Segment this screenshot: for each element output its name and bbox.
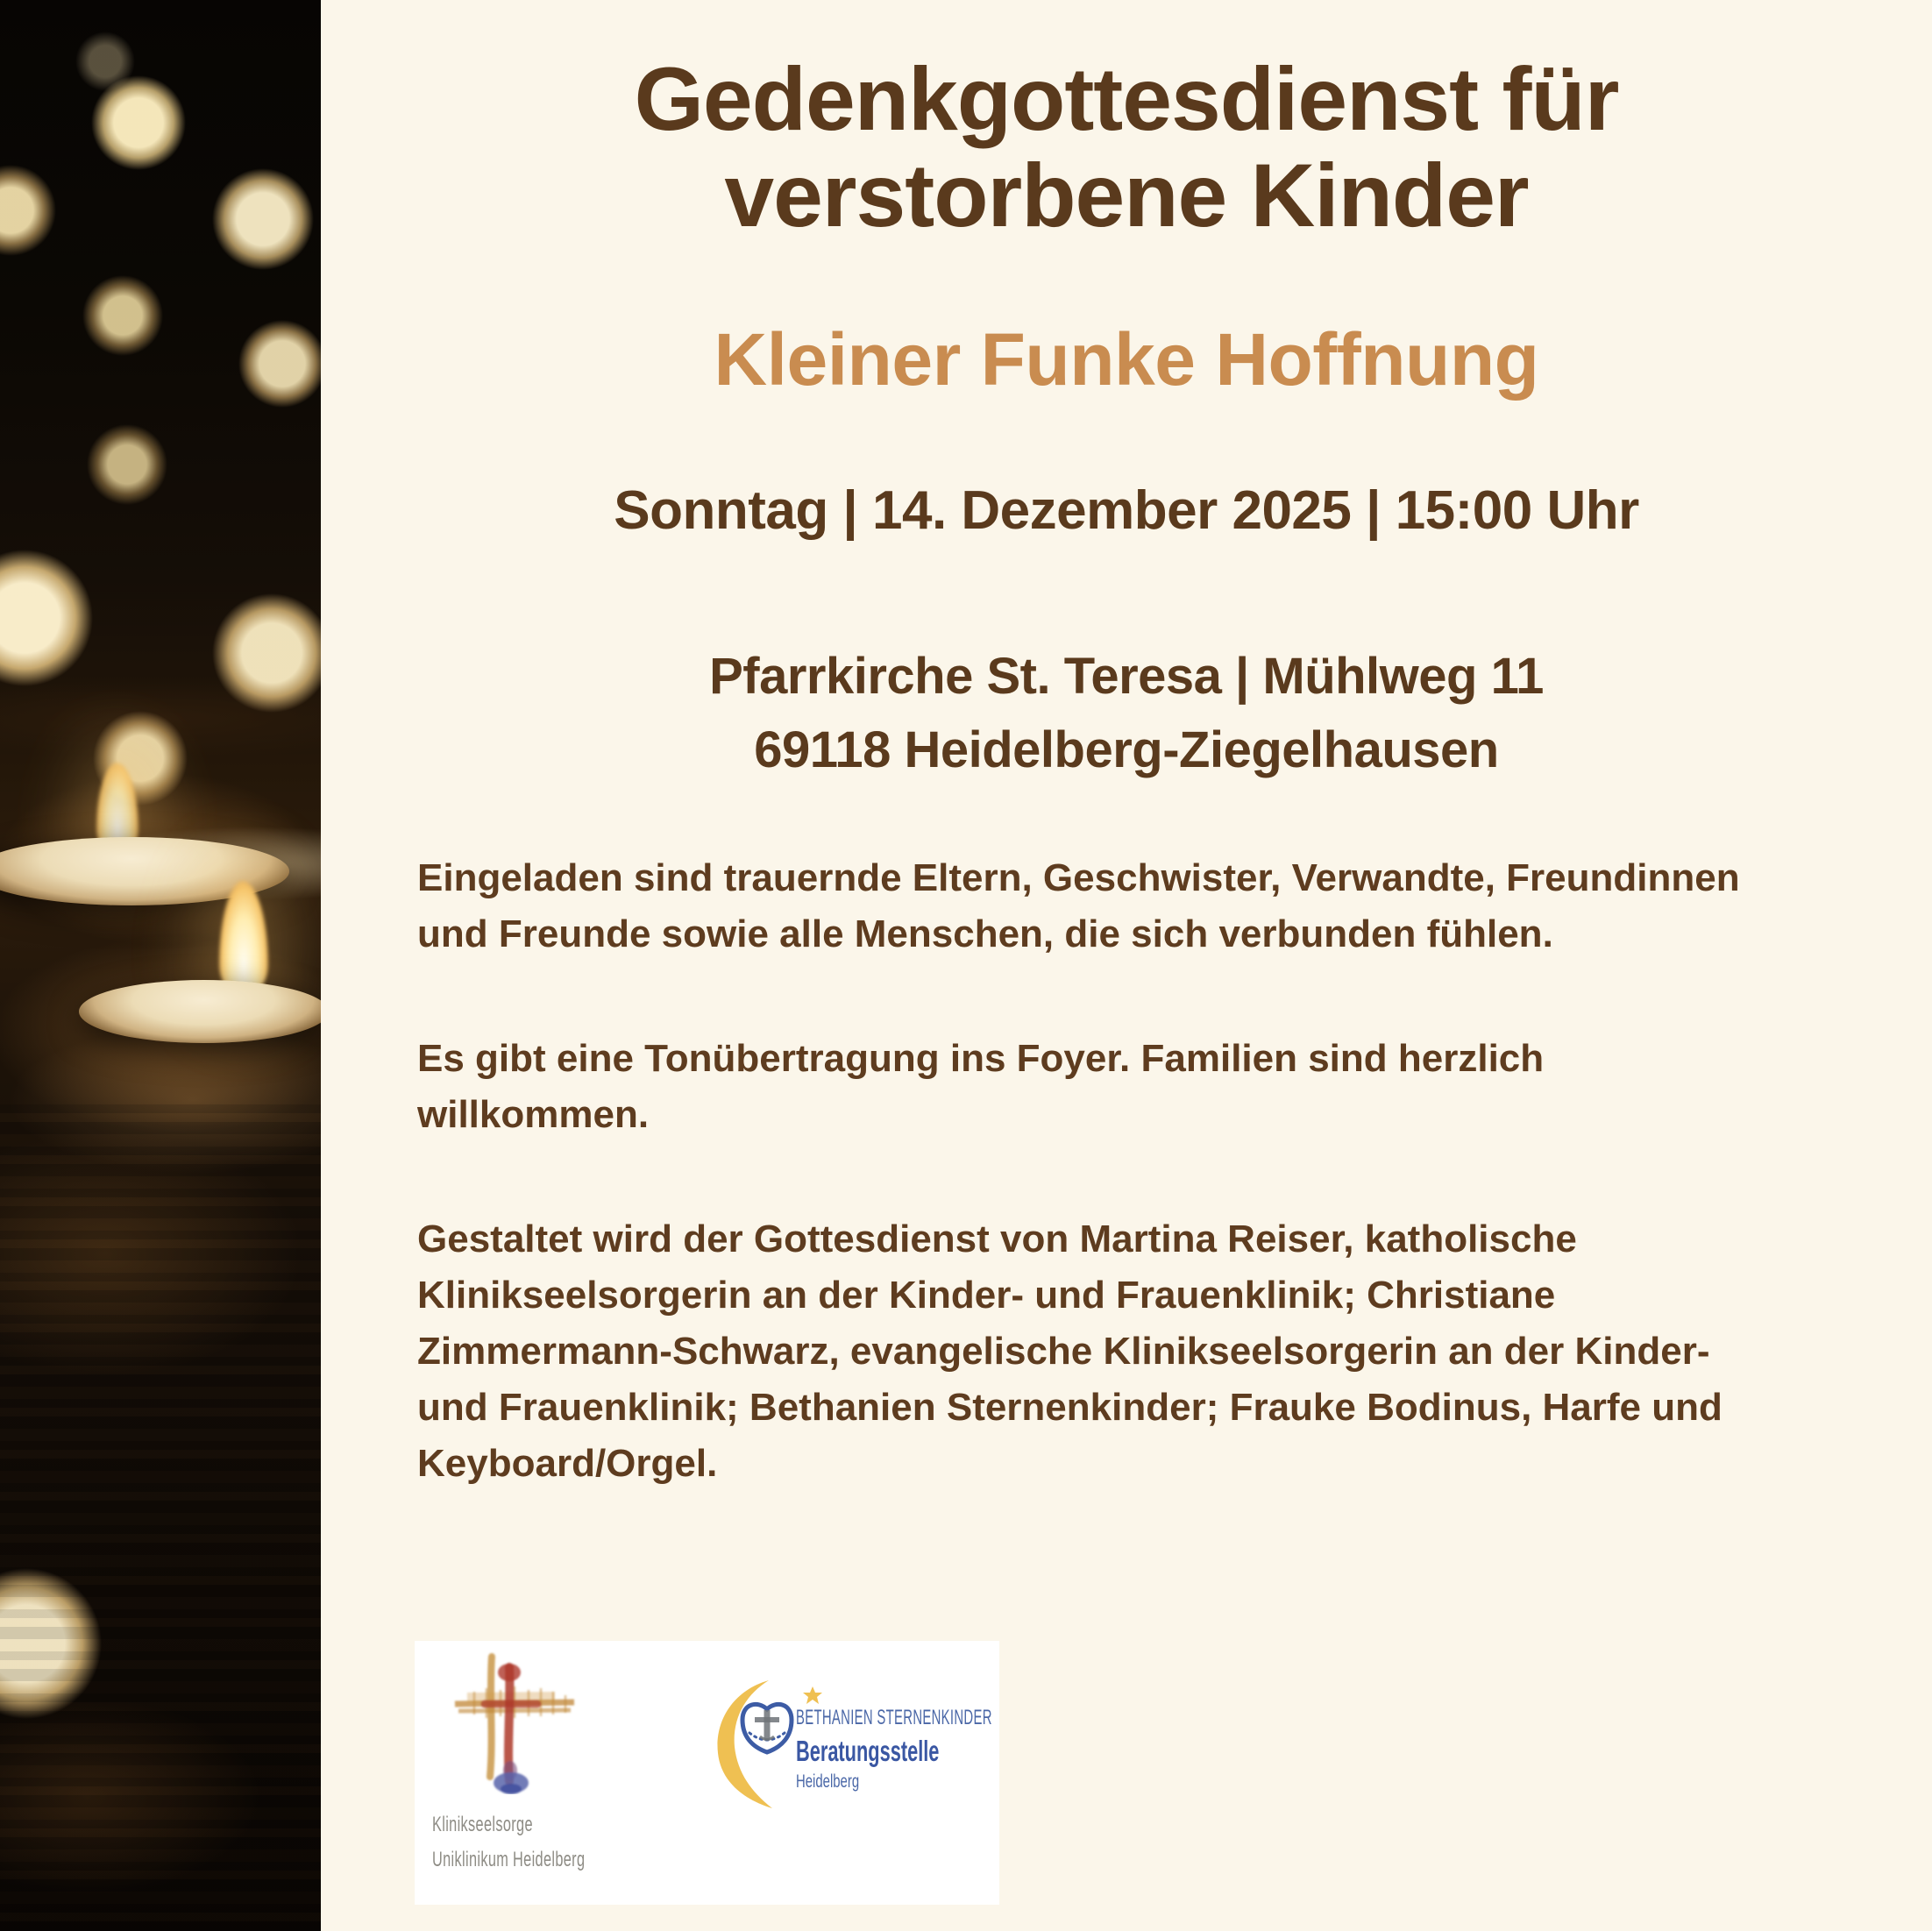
gold-star-icon (803, 1686, 822, 1704)
gold-swoosh (717, 1680, 772, 1808)
logos-panel (415, 1641, 999, 1905)
tealight-candle (53, 841, 321, 1061)
paragraph-foyer: Es gibt eine Tonübertragung ins Foyer. Familien sind herzlich willkommen. (417, 1037, 1545, 1136)
klinikseelsorge-caption-line2: Uniklinikum Heidelberg (432, 1848, 586, 1871)
klinikseelsorge-caption-line1: Klinikseelsorge (432, 1813, 533, 1836)
klinikseelsorge-cross-logo (450, 1650, 581, 1794)
body-text (417, 850, 1741, 1492)
tealight-plate (79, 980, 321, 1043)
paragraph-organizers: Gestaltet wird der Gottesdienst von Martina Reiser, katholische Klinikseelsorgerin an der Kinder- und Frauenklinik; Christiane Zimmermann-Schwarz, evangelische Klinikseelsorgerin an der Kinder- und Frauenklinik; Bethanien Sternenkinder; Frauke Bodinus, Harfe und Keyboard/Orgel. (417, 1218, 1722, 1485)
bethanien-beratungsstelle: Beratungsstelle (796, 1735, 940, 1767)
event-subtitle: Kleiner Funke Hoffnung (714, 318, 1539, 401)
bethanien-text (796, 1706, 1112, 1793)
event-location (417, 640, 1836, 787)
candlelight-photo (0, 0, 321, 1931)
paragraph-invitation: Eingeladen sind trauernde Eltern, Geschwister, Verwandte, Freundinnen und Freunde sowie alle Menschen, die sich verbunden fühlen. (417, 856, 1740, 955)
event-location-line1: Pfarrkirche St. Teresa | Mühlweg 11 (709, 648, 1544, 705)
klinikseelsorge-caption (432, 1807, 585, 1878)
bethanien-city: Heidelberg (796, 1771, 860, 1792)
page-title-line2: verstorbene Kinder (724, 146, 1529, 245)
event-location-line2: 69118 Heidelberg-Ziegelhausen (754, 721, 1499, 778)
bethanien-logo (697, 1670, 999, 1845)
page-title (417, 51, 1836, 244)
page-title-line1: Gedenkgottesdienst für (634, 49, 1619, 149)
candle-flame-icon (219, 881, 268, 997)
bethanien-name: BETHANIEN STERNENKINDER (796, 1706, 992, 1729)
event-datetime: Sonntag | 14. Dezember 2025 | 15:00 Uhr (614, 480, 1639, 541)
